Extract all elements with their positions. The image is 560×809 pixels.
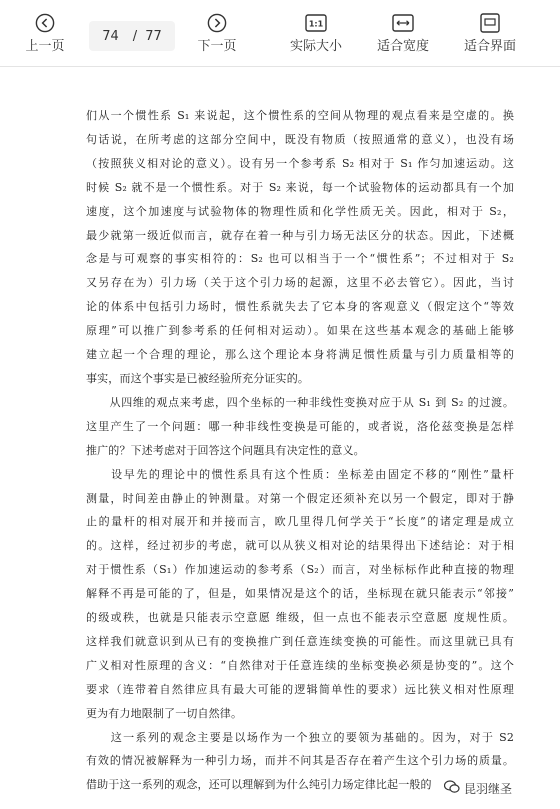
fit-page-label: 适合界面 xyxy=(463,39,516,54)
text-line: 有效的情况被解释为一种引力场，而并不问其是否存在着产生这个引力场的质量。 xyxy=(86,754,514,768)
text-line: 这样我们就意识到从已有的变换推广到任意连续变换的可能性。而这里就已具有 xyxy=(86,634,514,648)
text-line: 这里产生了一个问题：哪一种非线性变换是可能的，或者说，洛伦兹变换是怎样 xyxy=(86,419,514,433)
text-line: 止的量杆的相对展开和并接而言，欧几里得几何学关于“长度”的诸定理是成立 xyxy=(86,515,514,529)
text-line: （按照狭义相对论的意义）。设有另一个参考系 S₂ 相对于 S₁ 作匀加速运动。这 xyxy=(86,156,514,170)
page-separator: / xyxy=(132,28,138,44)
text-line: 的级或秩，也就是只能表示空意愿 维级，但一点也不能表示空意愿 度规性质。 xyxy=(86,611,514,625)
svg-text:1:1: 1:1 xyxy=(308,19,324,29)
text-line: 们从一个惯性系 S₁ 来说起，这个惯性系的空间从物理的观点看来是空虚的。换 xyxy=(86,109,514,122)
current-page-input[interactable]: 74 xyxy=(102,28,119,44)
text-line: 原理”可以推广到参考系的任何相对运动）。如果在这些基本观念的基础上能够 xyxy=(86,324,514,338)
text-line: 对于惯性系（S₁）作加速运动的参考系（S₂）而言，对坐标标作此种直接的物理 xyxy=(86,563,514,577)
text-line: 要求（连带着自然律应具有最大可能的逻辑简单性的要求）远比狭义相对性原理 xyxy=(86,682,514,696)
text-line: 句话说，在所考虑的这部分空间中，既没有物质（按照通常的意义），也没有场 xyxy=(86,132,514,146)
total-pages: 77 xyxy=(145,28,162,44)
fit-page-icon xyxy=(480,12,500,34)
text-line: 念是与可观察的事实相符的：S₂ 也可以相当于一个“惯性系”；不过相对于 S₂ xyxy=(86,252,514,266)
prev-page-button[interactable] xyxy=(17,0,73,66)
next-page-label: 下一页 xyxy=(197,39,237,54)
text-line: 广义相对性原理的含义：“自然律对于任意连续的坐标变换必须是协变的”。这个 xyxy=(86,658,514,672)
text-line: 建立起一个合理的理论，那么这个理论本身将满足惯性质量与引力质量相等的 xyxy=(86,348,514,362)
text-line: 借助于这一系列的观念，还可以理解到为什么纯引力场定律比起一般的 xyxy=(86,778,432,792)
reader-toolbar xyxy=(0,0,560,67)
text-line: 设早先的理论中的惯性系具有这个性质：坐标差由固定不移的“刚性”量杆 xyxy=(86,467,514,481)
text-line: 时候 S₂ 就不是一个惯性系。对于 S₂ 来说，每一个试验物体的运动都具有一个加 xyxy=(86,180,514,194)
text-line: 事实，而这个事实是已被经验所充分证实的。 xyxy=(86,371,309,385)
text-line: 又另存在为）引力场（关于这个引力场的起源，这里不必去管它）。因此，当讨 xyxy=(86,276,514,290)
chevron-left-circle-icon xyxy=(35,12,55,34)
chevron-right-circle-icon xyxy=(207,12,227,34)
text-line: 最少就第一级近似而言，就存在着一种与引力场无法区分的状态。因此，下述概 xyxy=(86,228,514,242)
text-line: 速度，这个加速度与试验物体的物理性质和化学性质无关。因此，相对于 S₂， xyxy=(86,204,514,218)
text-line: 测量，时间差由静止的钟测量。对第一个假定还须补充以另一个假定，即对于静 xyxy=(86,491,514,505)
actual-size-button[interactable] xyxy=(284,0,348,66)
actual-size-label: 实际大小 xyxy=(289,39,342,54)
fit-page-button[interactable] xyxy=(458,0,522,66)
document-page xyxy=(86,104,514,797)
text-line: 更为有力地限制了一切自然律。 xyxy=(86,706,243,720)
fit-width-label: 适合宽度 xyxy=(376,39,429,54)
actual-size-icon xyxy=(305,12,327,34)
next-page-button[interactable] xyxy=(189,0,245,66)
wechat-icon xyxy=(444,780,460,797)
page-indicator[interactable] xyxy=(89,21,175,51)
text-line: 的。这样，经过初步的考虑，就可以从狭义相对论的结果得出下述结论：对于相 xyxy=(86,539,514,553)
text-line: 论的体系中包括引力场时，惯性系就失去了它本身的客观意义（假定这个“等效 xyxy=(86,300,514,314)
watermark xyxy=(440,779,516,798)
text-line: 从四维的观点来考虑，四个坐标的一种非线性变换对应于从 S₁ 到 S₂ 的过渡。 xyxy=(86,395,514,409)
prev-page-label: 上一页 xyxy=(25,39,65,54)
text-line: 这一系列的观念主要是以场作为一个独立的要领为基础的。因为，对于 S2 xyxy=(86,730,514,744)
text-line: 解释不再是可能的了，但是，如果情况是这个的话，坐标现在就只能表示“邻接” xyxy=(86,587,514,601)
fit-width-icon xyxy=(392,12,414,34)
watermark-text: 昆羽继圣 xyxy=(464,782,513,796)
fit-width-button[interactable] xyxy=(371,0,435,66)
text-line: 推广的？下述考虑对于回答这个问题具有决定性的意义。 xyxy=(86,443,365,457)
